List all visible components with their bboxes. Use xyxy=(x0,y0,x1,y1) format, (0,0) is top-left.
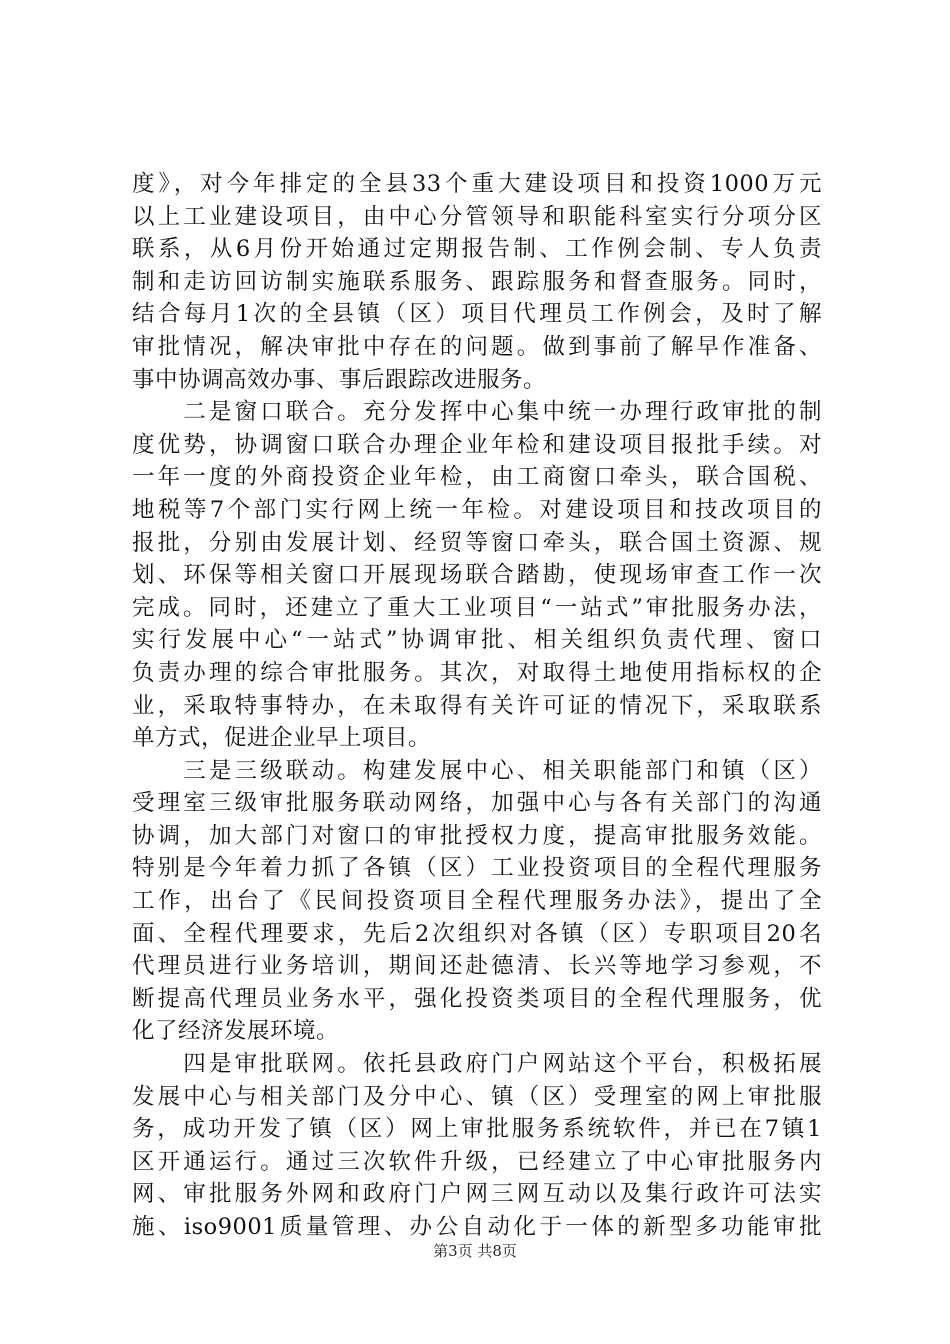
body-text-line: 事中协调高效办事、事后跟踪改进服务。 xyxy=(132,366,547,393)
body-text-line: 网、审批服务外网和政府门户网三网互动以及集行政许可法实 xyxy=(132,1181,822,1208)
body-text-line: 二是窗口联合。充分发挥中心集中统一办理行政审批的制 xyxy=(132,399,822,426)
body-text-line: 面、全程代理要求，先后2次组织对各镇（区）专职项目20名 xyxy=(132,920,822,947)
body-text-line: 施、iso9001质量管理、办公自动化于一体的新型多功能审批 xyxy=(132,1214,822,1240)
body-text-line: 四是审批联网。依托县政府门户网站这个平台，积极拓展 xyxy=(132,1051,822,1078)
body-text-line: 特别是今年着力抓了各镇（区）工业投资项目的全程代理服务 xyxy=(132,855,822,882)
body-text-line: 工作，出台了《民间投资项目全程代理服务办法》，提出了全 xyxy=(132,888,822,915)
body-text-line: 完成。同时，还建立了重大工业项目“一站式”审批服务办法， xyxy=(132,594,822,621)
page-footer: 第3页 共8页 xyxy=(433,1242,517,1260)
body-text-line: 一年一度的外商投资企业年检，由工商窗口牵头，联合国税、 xyxy=(132,464,822,491)
body-text-line: 结合每月1次的全县镇（区）项目代理员工作例会，及时了解 xyxy=(132,301,822,328)
body-text-line: 划、环保等相关窗口开展现场联合踏勘，使现场审查工作一次 xyxy=(132,562,822,589)
body-text-line: 协调，加大部门对窗口的审批授权力度，提高审批服务效能。 xyxy=(132,822,822,849)
body-text-line: 联系，从6月份开始通过定期报告制、工作例会制、专人负责 xyxy=(132,236,822,263)
body-text-line: 发展中心与相关部门及分中心、镇（区）受理室的网上审批服 xyxy=(132,1083,822,1110)
body-text-line: 断提高代理员业务水平，强化投资类项目的全程代理服务，优 xyxy=(132,985,822,1012)
body-text-line: 负责办理的综合审批服务。其次，对取得土地使用指标权的企 xyxy=(132,659,822,686)
body-text-line: 地税等7个部门实行网上统一年检。对建设项目和技改项目的 xyxy=(132,496,822,523)
body-text-line: 度优势，协调窗口联合办理企业年检和建设项目报批手续。对 xyxy=(132,431,822,458)
body-text-line: 务，成功开发了镇（区）网上审批服务系统软件，并已在7镇1 xyxy=(132,1116,822,1143)
document-body xyxy=(132,168,822,1244)
body-text-line: 三是三级联动。构建发展中心、相关职能部门和镇（区） xyxy=(132,757,822,784)
body-text-line: 制和走访回访制实施联系服务、跟踪服务和督查服务。同时， xyxy=(132,268,822,295)
body-text-line: 业，采取特事特办，在未取得有关许可证的情况下，采取联系 xyxy=(132,692,822,719)
body-text-line: 单方式，促进企业早上项目。 xyxy=(132,725,432,752)
body-text-line: 以上工业建设项目，由中心分管领导和职能科室实行分项分区 xyxy=(132,203,822,230)
body-text-line: 实行发展中心“一站式”协调审批、相关组织负责代理、窗口 xyxy=(132,627,822,654)
body-text-line: 区开通运行。通过三次软件升级，已经建立了中心审批服务内 xyxy=(132,1148,822,1175)
body-text-line: 报批，分别由发展计划、经贸等窗口牵头，联合国土资源、规 xyxy=(132,529,822,556)
body-text-line: 代理员进行业务培训，期间还赴德清、长兴等地学习参观，不 xyxy=(132,953,822,980)
body-text-line: 度》，对今年排定的全县33个重大建设项目和投资1000万元 xyxy=(132,171,822,197)
body-text-line: 审批情况，解决审批中存在的问题。做到事前了解早作准备、 xyxy=(132,333,822,360)
body-text-line: 受理室三级审批服务联动网络，加强中心与各有关部门的沟通 xyxy=(132,790,822,817)
body-text-line: 化了经济发展环境。 xyxy=(132,1018,340,1045)
